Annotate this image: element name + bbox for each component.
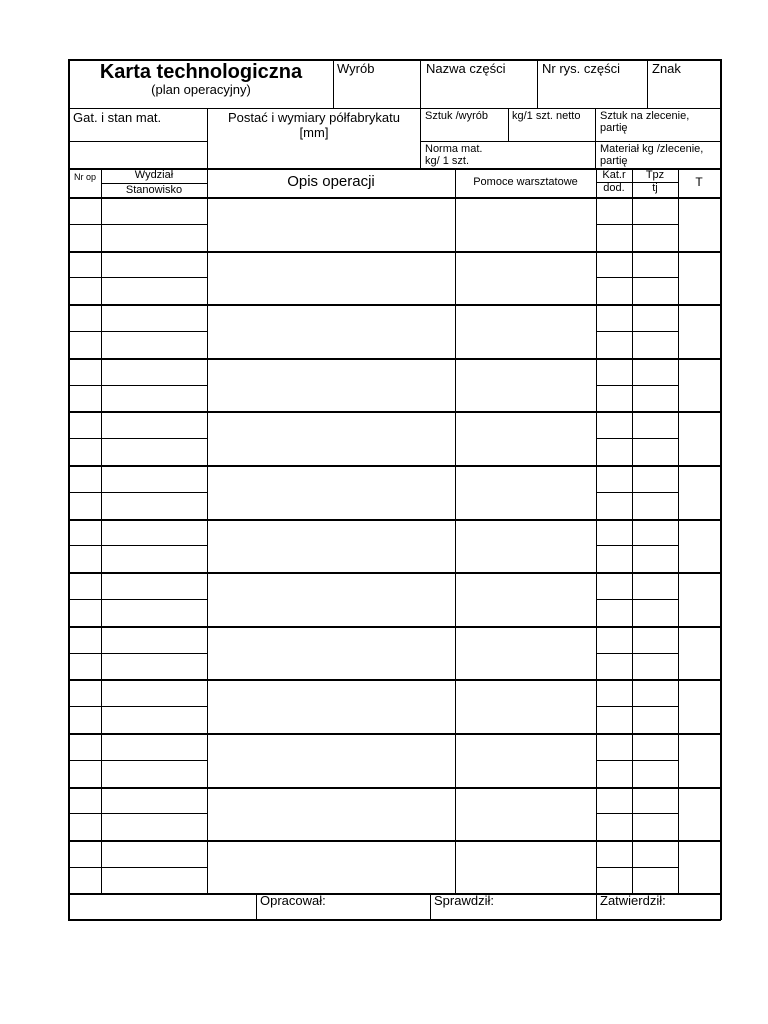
zatwierdzil-label: Zatwierdził: [600, 893, 666, 908]
grid-line [596, 599, 679, 600]
grid-line [678, 168, 679, 894]
grid-line [68, 141, 208, 142]
postac-wymiary-label: Postać i wymiary półfabrykatu [228, 110, 400, 125]
grid-line [207, 168, 208, 894]
gat-stan-mat-label: Gat. i stan mat. [73, 110, 162, 125]
form-border [68, 919, 721, 921]
col-nr-op: Nr op [73, 172, 96, 182]
grid-line [68, 813, 208, 814]
grid-line [537, 59, 538, 109]
grid-line [68, 706, 208, 707]
col-kat-r: Kat.r [602, 169, 626, 181]
grid-line [333, 59, 334, 109]
grid-line [508, 108, 509, 142]
col-pomoce-warsztatowe: Pomoce warsztatowe [473, 176, 578, 188]
nazwa-czesci-label: Nazwa części [426, 61, 506, 76]
grid-line [68, 545, 208, 546]
grid-line [596, 893, 597, 920]
grid-line [68, 385, 208, 386]
grid-line [68, 653, 208, 654]
grid-line [68, 277, 208, 278]
grid-line [68, 358, 721, 360]
col-stanowisko: Stanowisko [125, 184, 183, 196]
grid-line [68, 519, 721, 521]
grid-line [68, 572, 721, 574]
grid-line [596, 385, 679, 386]
grid-line [632, 168, 633, 894]
grid-line [68, 733, 721, 735]
grid-line [596, 867, 679, 868]
grid-line [68, 867, 208, 868]
material-kg-label-2: partię [600, 155, 628, 167]
col-tpz: Tpz [645, 169, 665, 181]
form-title: Karta technologiczna [99, 61, 303, 83]
sztuk-wyrob-label: Sztuk /wyrób [425, 110, 488, 122]
grid-line [256, 893, 257, 920]
grid-line [420, 141, 721, 142]
col-tj: tj [652, 182, 658, 194]
grid-line [68, 224, 208, 225]
sprawdzil-label: Sprawdził: [434, 893, 494, 908]
norma-mat-label-2: kg/ 1 szt. [425, 155, 470, 167]
grid-line [596, 760, 679, 761]
grid-line [596, 492, 679, 493]
grid-line [68, 251, 721, 253]
grid-line [68, 787, 721, 789]
col-opis-operacji: Opis operacji [287, 173, 375, 190]
grid-line [68, 304, 721, 306]
grid-line [68, 331, 208, 332]
grid-line [596, 277, 679, 278]
grid-line [596, 331, 679, 332]
grid-line [68, 840, 721, 842]
form-subtitle: (plan operacyjny) [151, 82, 251, 97]
col-wydzial: Wydział [134, 169, 174, 181]
znak-label: Znak [652, 61, 681, 76]
grid-line [101, 168, 102, 894]
grid-line [68, 679, 721, 681]
kg-szt-netto-label: kg/1 szt. netto [512, 110, 581, 122]
grid-line [68, 108, 721, 109]
grid-line [455, 168, 456, 894]
grid-line [68, 599, 208, 600]
col-dod: dod. [603, 182, 625, 194]
nr-rys-czesci-label: Nr rys. części [542, 61, 620, 76]
sztuk-zlecenie-label: Sztuk na zlecenie, [600, 110, 690, 122]
grid-line [596, 813, 679, 814]
grid-line [596, 706, 679, 707]
grid-line [595, 108, 596, 169]
material-kg-label: Materiał kg /zlecenie, [600, 143, 704, 155]
grid-line [68, 760, 208, 761]
grid-line [647, 59, 648, 109]
grid-line [68, 492, 208, 493]
grid-line [68, 438, 208, 439]
col-t: T [695, 175, 703, 189]
grid-line [596, 168, 597, 894]
grid-line [596, 545, 679, 546]
grid-line [596, 224, 679, 225]
grid-line [68, 411, 721, 413]
grid-line [68, 626, 721, 628]
grid-line [596, 653, 679, 654]
form-border [68, 59, 70, 920]
postac-wymiary-unit: [mm] [299, 125, 329, 140]
grid-line [596, 438, 679, 439]
grid-line [68, 465, 721, 467]
norma-mat-label: Norma mat. [425, 143, 483, 155]
wyrob-label: Wyrób [337, 61, 375, 76]
grid-line [430, 893, 431, 920]
grid-line [68, 197, 721, 199]
opracowal-label: Opracował: [260, 893, 326, 908]
grid-line [420, 59, 421, 169]
sztuk-zlecenie-label-2: partię [600, 122, 628, 134]
